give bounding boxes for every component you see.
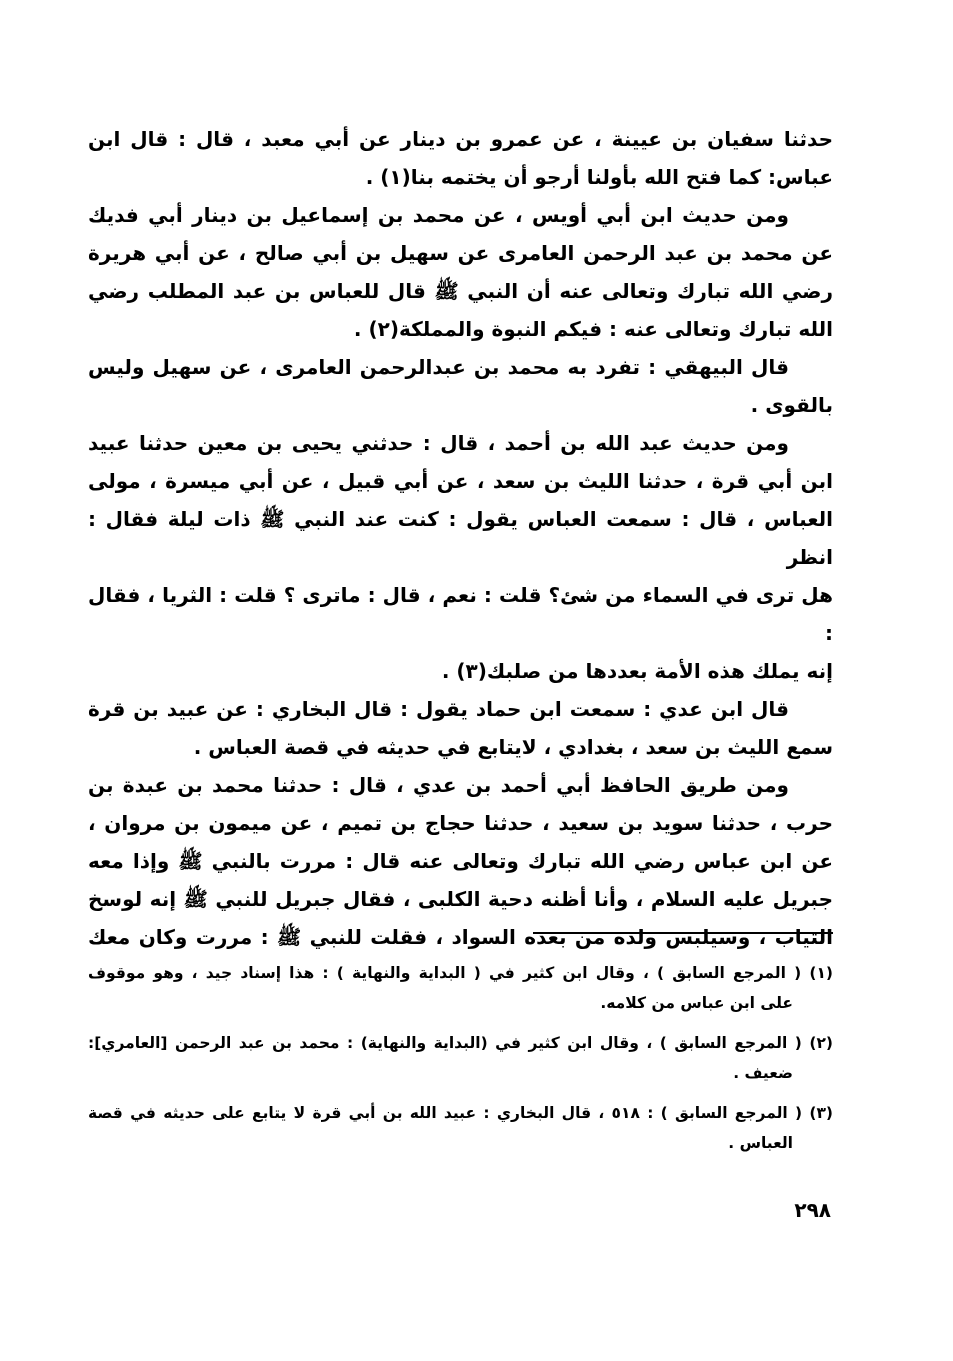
body-text xyxy=(88,120,833,956)
footnote xyxy=(88,1098,833,1158)
text-line: جبريل عليه السلام ، وأنا أظنه دحية الكلبى ، فقال جبريل للنبي ﷺ إنه لوسخ xyxy=(88,887,833,911)
paragraph xyxy=(88,690,833,766)
text-line: ومن طريق الحافظ أبي أحمد بن عدي ، قال : حدثنا محمد بن عبدة بن xyxy=(88,773,789,797)
paragraph xyxy=(88,120,833,196)
text-line: ومن حديث عبد الله بن أحمد ، قال : حدثني يحيى بن معين حدثنا عبيد xyxy=(88,431,789,455)
footnote-line: (٢) ( المرجع السابق ) ، وقال ابن كثير في (البداية والنهاية) : محمد بن عبد الرحمن [العامري]: xyxy=(88,1034,833,1052)
text-line: ومن حديث ابن أبي أويس ، عن محمد بن إسماعيل بن دينار أبي فديك xyxy=(88,203,789,227)
footnote-line: على ابن عباس من كلامه. xyxy=(600,994,793,1012)
text-line: عن ابن عباس رضي الله تبارك وتعالى عنه قال : مررت بالنبي ﷺ وإذا معه xyxy=(88,849,833,873)
page-number: ٢٩٨ xyxy=(794,1198,831,1222)
book-page xyxy=(88,120,833,1320)
footnote-separator xyxy=(533,932,833,934)
text-line: حدثنا سفيان بن عيينة ، عن عمرو بن دينار عن أبي معبد ، قال : قال ابن xyxy=(88,127,833,151)
text-line: سمع الليث بن سعد ، بغدادي ، لايتابع في حديثه في قصة العباس . xyxy=(193,735,833,759)
footnotes xyxy=(88,958,833,1168)
text-line: الله تبارك وتعالى عنه : فيكم النبوة والمملكة(٢) . xyxy=(353,317,833,341)
text-line: قال البيهقي : تفرد به محمد بن عبدالرحمن العامرى ، عن سهيل وليس xyxy=(88,355,789,379)
text-line: عباس: كما فتح الله بأولنا أرجو أن يختمه بنا(١) . xyxy=(365,165,833,189)
text-line: العباس ، قال : سمعت العباس يقول : كنت عند النبي ﷺ ذات ليلة فقال : انظر xyxy=(88,507,833,569)
footnote-line: ضعيف . xyxy=(733,1064,793,1082)
paragraph xyxy=(88,348,833,424)
paragraph xyxy=(88,424,833,690)
text-line: حرب ، حدثنا سويد بن سعيد ، حدثنا حجاج بن تميم ، عن ميمون بن مروان ، xyxy=(88,811,833,835)
footnote-line: (١) ( المرجع السابق ) ، وقال ابن كثير في ( البداية والنهاية ) : هذا إسناد جيد ، وهو موقوف xyxy=(88,964,833,982)
text-line: إنه يملك هذه الأمة بعددها من صلبك(٣) . xyxy=(441,659,833,683)
paragraph xyxy=(88,196,833,348)
text-line: بالقوى . xyxy=(750,393,833,417)
text-line: الثياب ، وسيلبس ولده من بعده السواد ، فقلت للنبي ﷺ : مررت وكان معك xyxy=(88,925,833,949)
footnote-line: (٣) ( المرجع السابق ) : ٥١٨ ، قال البخاري : عبيد الله بن أبي قرة لا يتابع على حديثه في قصة xyxy=(88,1104,833,1122)
text-line: عن محمد بن عبد الرحمن العامرى عن سهيل بن أبي صالح ، عن أبي هريرة xyxy=(88,241,833,265)
footnote xyxy=(88,958,833,1018)
paragraph xyxy=(88,766,833,956)
footnote xyxy=(88,1028,833,1088)
text-line: هل ترى في السماء من شئ؟ قلت : نعم ، قال : ماترى ؟ قلت : الثريا ، فقال : xyxy=(88,583,833,645)
text-line: قال ابن عدي : سمعت ابن حماد يقول : قال البخاري : عن عبيد بن قرة xyxy=(88,697,789,721)
text-line: رضي الله تبارك وتعالى عنه أن النبي ﷺ قال للعباس بن عبد المطلب رضي xyxy=(88,279,833,303)
text-line: ابن أبي قرة ، حدثنا الليث بن سعد ، عن أبي قبيل ، عن أبي ميسرة ، مولى xyxy=(88,469,833,493)
footnote-line: العباس . xyxy=(728,1134,793,1152)
